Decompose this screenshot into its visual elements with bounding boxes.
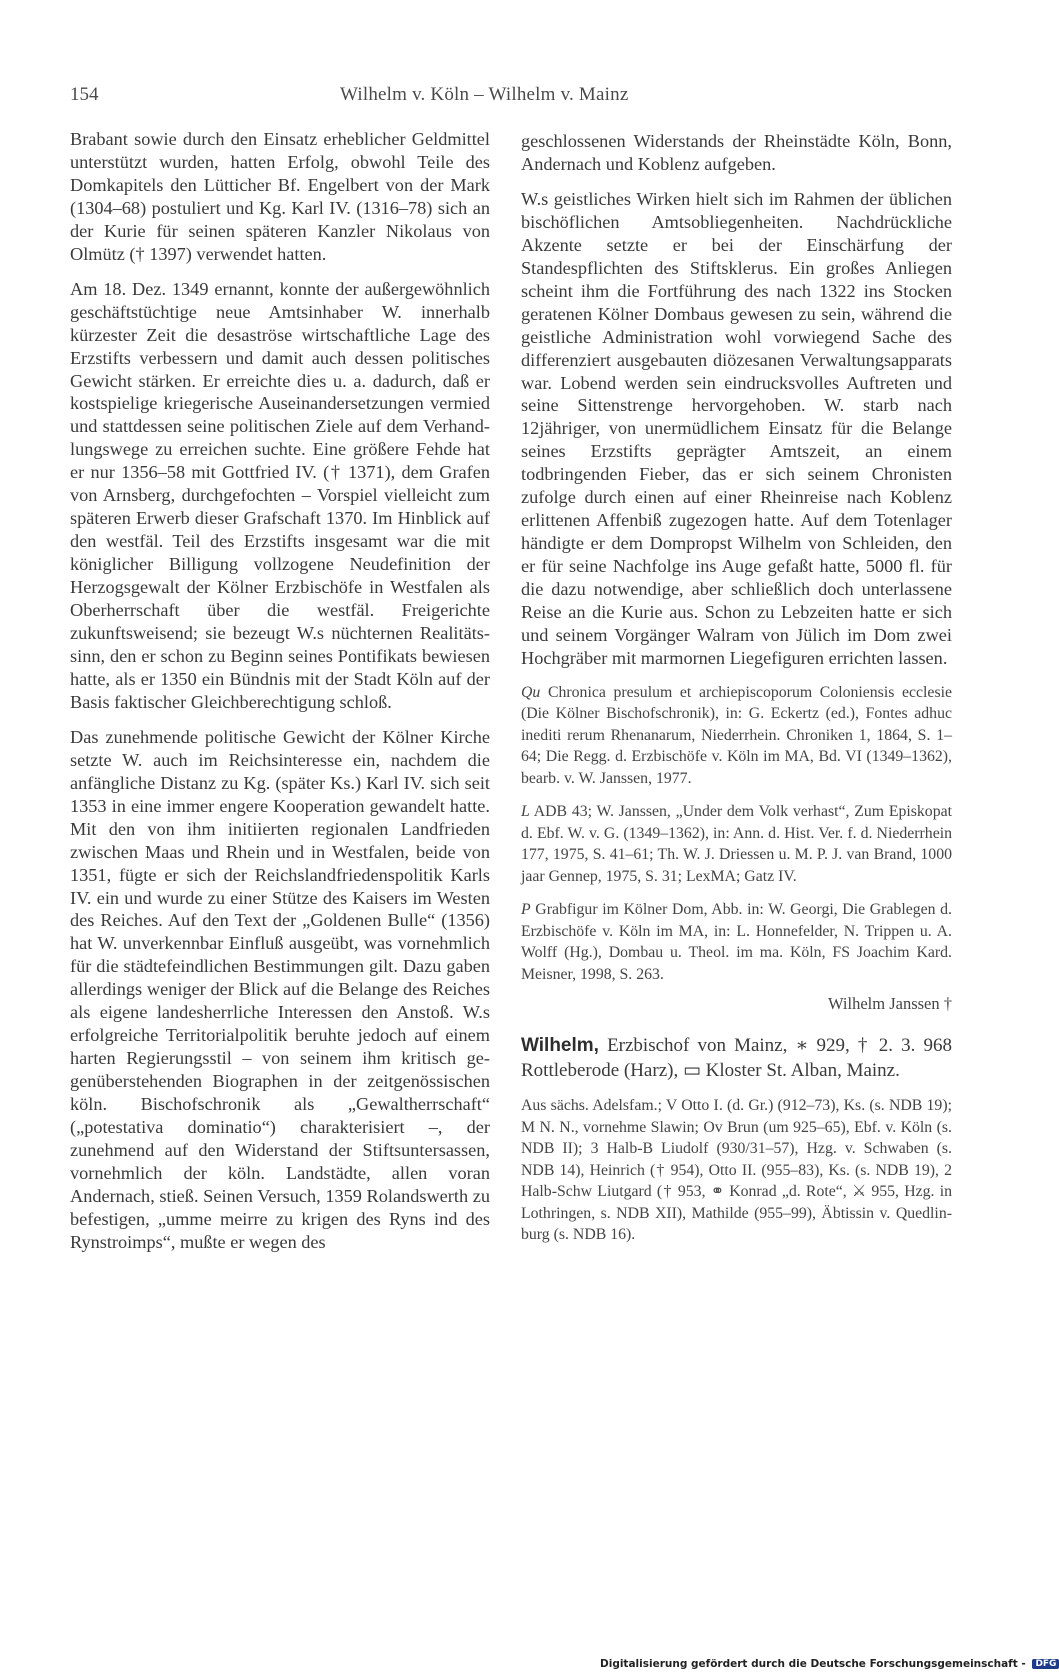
page-header xyxy=(70,80,680,112)
genealogy: Aus sächs. Adelsfam.; V Otto I. (d. Gr.) (912–73), Ks. (s. NDB 19); M N. N., vornehme Slawin; Ov Brun (um 925–65), Ebf. v. Köln (s. NDB II); 3 Halb-B Liudolf (930/31–57), Hzg. v. Schwaben (s. NDB 14), Heinrich († 954), Otto II. (955–83), Ks. (s. NDB 19), 2 Halb-Schw Liutgard († 953, ⚭ Konrad „d. Rote“, ⚔ 955, Hzg. in Lothringen, s. NDB XII), Mathilde (955–99), Äbtissin v. Quedlinburg (s. NDB 16). xyxy=(521,1097,952,1244)
right-column xyxy=(521,130,952,1258)
paragraph: geschlossenen Widerstands der Rheinstädte Köln, Bonn, Andernach und Koblenz aufgeben. xyxy=(521,131,952,174)
entry-head-text: Erzbischof von Mainz, ∗ 929, † 2. 3. 968 Rottleberode (Harz), ▭ Kloster St. Alban, Mainz. xyxy=(521,1035,952,1081)
dfg-logo: DFG xyxy=(1032,1659,1059,1669)
left-column xyxy=(70,128,490,1266)
footer-text: Digitalisierung gefördert durch die Deutsche Forschungsgemeinschaft - xyxy=(600,1658,1026,1670)
paragraph: W.s geistliches Wirken hielt sich im Rahmen der üblichen bischöflichen Amtsobliegenheiten. Nachdrückliche Akzente setzte er bei der Einschärfung der Standespflichten des Stiftsklerus. Ein großes Anliegen scheint ihm die Fortführung des nach 1322 ins Stocken geratenen Kölner Dombaus gewesen zu sein, während die geistliche Administration wohl vorwiegend Sache des differenziert ausgebauten diözesanen Verwaltungsapparats war. Lobend werden sein eindrucksvolles Auftreten und seine Sittenstrenge hervorgehoben. W. starb nach 12jähriger, von unermüdlichem Einsatz für die Belange seines Erzstifts geprägter Amtszeit, an einem todbringenden Fieber, das er sich seinem Chronisten zufolge durch einen auf einer Rheinreise nach Koblenz erlittenen Affenbiß zugezogen hatte. Auf dem Totenlager händigte er dem Dompropst Wilhelm von Schleiden, den er für seine Nachfolge ins Auge gefaßt hatte, 5000 fl. für die dazu notwendige, aber schließlich doch unterlassene Reise an die Kurie aus. Schon zu Lebzeiten hatte er sich und seinem Vorgänger Walram von Jülich im Dom zwei Hochgräber mit marmornen Liegefiguren errichten lassen. xyxy=(521,188,952,668)
literature-label: L xyxy=(521,803,530,821)
sources-text: Chronica presulum et archiepiscoporum Coloniensis ecclesie (Die Kölner Bischofschronik), in: G. Eckertz (ed.), Fontes adhuc inediti rerum Rhenanarum, Niederrhein. Chroniken 1, 1864, S. 1–64; Die Regg. d. Erzbischöfe v. Köln im MA, Bd. VI (1349–1362), bearb. v. W. Janssen, 1977. xyxy=(521,683,952,787)
literature-text: ADB 43; W. Janssen, „Under dem Volk verhast“, Zum Episkopat d. Ebf. W. v. G. (1349–1362), in: Ann. d. Hist. Ver. f. d. Niederrhein 177, 1975, S. 41–61; Th. W. J. Driessen u. M. P. J. van Brand, 1000 jaar Gennep, 1975, S. 31; LexMA; Gatz IV. xyxy=(521,803,953,885)
portrait-text: Grabfigur im Kölner Dom, Abb. in: W. Georgi, Die Grablegen d. Erzbischöfe v. Köln im MA, in: L. Honnefelder, N. Trippen u. A. Wolff (Hg.), Dombau u. Theol. im ma. Köln, FS Joachim Kard. Meisner, 1998, S. 263. xyxy=(521,901,953,983)
sources-label: Qu xyxy=(521,683,541,701)
entry-heading xyxy=(521,1034,952,1083)
page-number: 154 xyxy=(70,84,99,105)
running-title: Wilhelm v. Köln – Wilhelm v. Mainz xyxy=(340,84,629,105)
author-signature: Wilhelm Janssen † xyxy=(828,994,952,1014)
entry-headword: Wilhelm, xyxy=(521,1035,599,1057)
paragraph: Das zunehmende politische Gewicht der Kölner Kirche setzte W. auch im Reichsinteresse ein, nachdem die anfängliche Distanz zu Kg. (später Ks.) Karl IV. sich seit 1353 in eine immer engere Kooperation gewandelt hatte. Mit den von ihm initiierten regionalen Landfrieden zwischen Maas und Rhein und in Westfalen, beide von 1351, fügte er sich der Reichslandfriedenspolitik Karls IV. ein und wurde zu einer Stütze des Kaisers im Westen des Reiches. Auf den Text der „Goldenen Bulle“ (1356) hat W. unverkennbar Einfluß ausgeübt, was vornehmlich für die städtefeindlichen Bestimmungen gilt. Dazu gaben allerdings weniger der Blick auf die Belange des Reiches als eigene landesherrliche Interessen den Anstoß. W.s erfolgreiche Territorialpolitik beruhte jedoch auf einem harten Regierungsstil – von seinem ihm kritisch gegenüberstehenden Biographen in der zeitgenössischen köln. Bischofschronik als „Gewaltherrschaft“ („potestativa dominatio“) charakterisiert –, der zunehmend auf den Widerstand der Stiftsuntersassen, vornehmlich der köln. Landstädte, allen voran Andernach, stieß. Seinen Versuch, 1359 Rolandswerth zu befestigen, „umme meirre zu krigen des Ryns ind des Rynstroimps“, mußte er wegen des xyxy=(70,726,490,1252)
portrait-label: P xyxy=(521,901,531,919)
digitization-footer xyxy=(600,1658,1057,1675)
portrait-entry xyxy=(521,899,952,985)
sources-entry xyxy=(521,682,952,790)
paragraph: Brabant sowie durch den Einsatz erheblicher Geldmittel unterstützt wurden, hatten Erfolg, obwohl Teile des Domkapitels den Lütticher Bf. Engelbert von der Mark (1304–68) postuliert und Kg. Karl IV. (1316–78) sich an der Kurie für seinen späteren Kanzler Nikolaus von Olmütz († 1397) verwendet hatten. xyxy=(70,129,490,264)
paragraph: Am 18. Dez. 1349 ernannt, konnte der außergewöhnlich geschäftstüchtige neue Amtsinhaber W. innerhalb kürzester Zeit die desaströse wirtschaftliche Lage des Erzstifts verbessern und damit auch dessen politisches Gewicht stärken. Er erreichte dies u. a. dadurch, daß er kostspielige kriegerische Auseinandersetzungen vermied und stattdessen seine politischen Ziele auf dem Verhandlungswege zu erreichen suchte. Eine größere Fehde hat er nur 1356–58 mit Gottfried IV. († 1371), dem Grafen von Arnsberg, durchgefochten – Vorspiel vielleicht zum späteren Erwerb dieser Grafschaft 1370. Im Hinblick auf den westfäl. Teil des Erzstifts insgesamt war die mit königlicher Billigung vollzogene Neudefinition der Herzogsgewalt der Kölner Erzbischöfe in Westfalen als Oberherrschaft über die westfäl. Freigerichte zukunftsweisend; sie bezeugt W.s nüchternen Realitätssinn, den er schon zu Beginn seines Pontifikats bewiesen hatte, als er 1350 ein Bündnis mit der Stadt Köln auf der Basis faktischer Gleichberechtigung schloß. xyxy=(70,278,490,712)
literature-entry xyxy=(521,801,952,887)
